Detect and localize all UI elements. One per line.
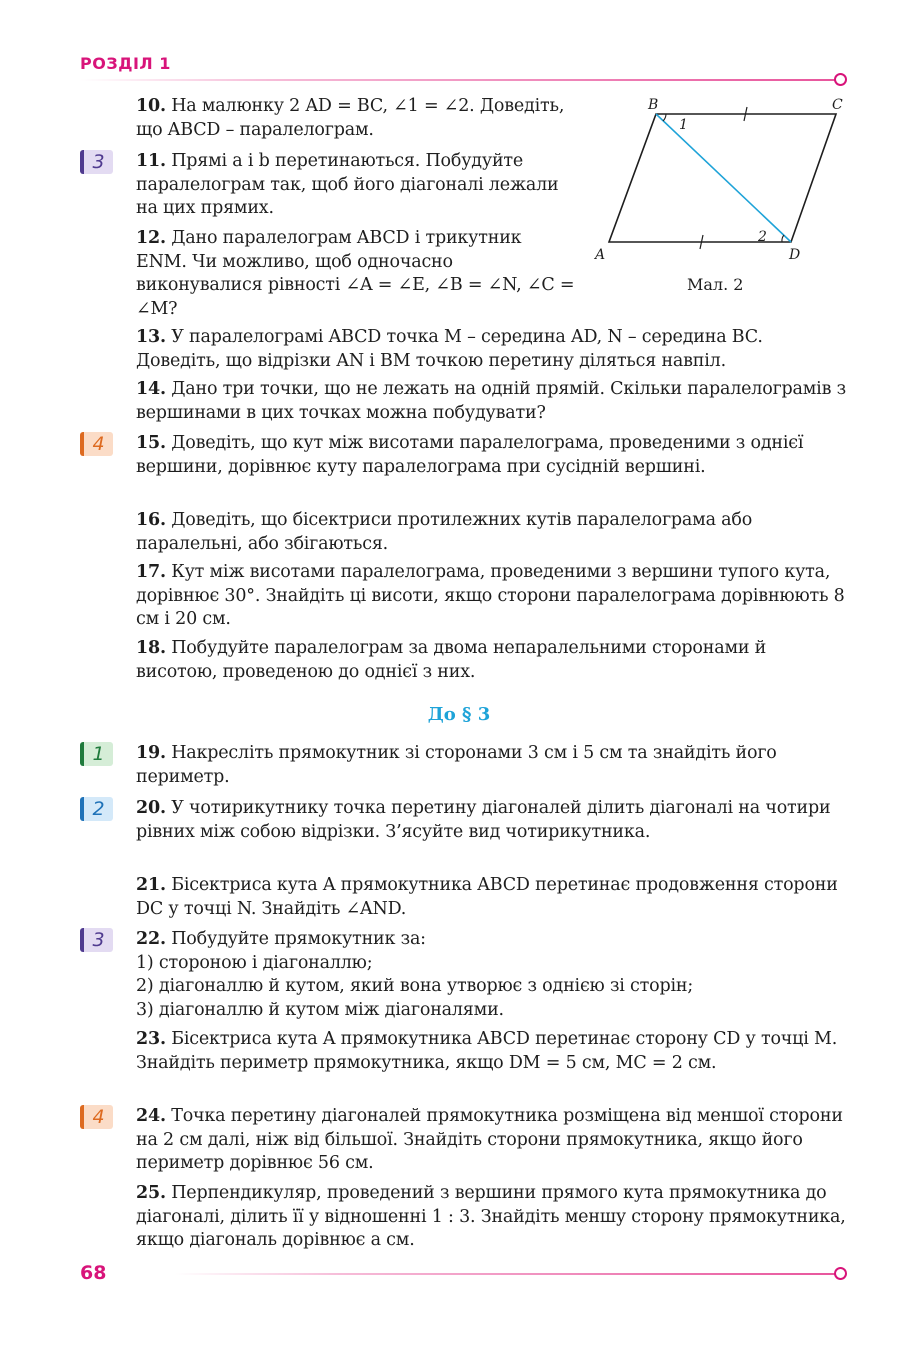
footer-rule-end-circle xyxy=(834,1267,847,1280)
problem-16 xyxy=(136,509,846,556)
label-c: C xyxy=(832,97,843,113)
problem-21 xyxy=(136,874,846,921)
problem-number: 25. xyxy=(136,1183,166,1203)
level-badge-1: 1 xyxy=(80,742,113,766)
problem-17 xyxy=(136,561,846,632)
problem-text: Бісектриса кута A прямокутника ABCD перетинає продовження сторони DC у точці N. Знайдіть ∠AND. xyxy=(136,875,838,919)
problem-19 xyxy=(136,742,846,789)
problem-number: 18. xyxy=(136,638,166,658)
label-angle-2: 2 xyxy=(758,229,767,245)
problem-number: 23. xyxy=(136,1029,166,1049)
problem-number: 22. xyxy=(136,929,166,949)
level-badge-2: 2 xyxy=(80,797,113,821)
problem-13 xyxy=(136,326,846,373)
problem-text: Перпендикуляр, проведений з вершини прямого кута прямокутника до діагоналі, ділить її у відношенні 1 : 3. Знайдіть меншу сторону прямокутника, якщо діагональ дорівнює a см. xyxy=(136,1183,846,1250)
problem-text: Накресліть прямокутник зі сторонами 3 см і 5 см та знайдіть його периметр. xyxy=(136,743,777,787)
problem-text: Бісектриса кута A прямокутника ABCD перетинає сторону CD у точці M. Знайдіть периметр прямокутника, якщо DM = 5 см, MC = 2 см. xyxy=(136,1029,838,1073)
footer-rule xyxy=(175,1273,837,1275)
problem-text: Прямі a і b перетинаються. Побудуйте паралелограм так, щоб його діагоналі лежали на цих прямих. xyxy=(136,151,559,218)
problem-text: Доведіть, що кут між висотами паралелограма, проведеними з однієї вершини, дорівнює куту паралелограма при сусідній вершині. xyxy=(136,433,804,477)
problem-number: 13. xyxy=(136,327,166,347)
section-header: РОЗДІЛ 1 xyxy=(80,54,171,73)
label-angle-1: 1 xyxy=(679,117,688,133)
angle-arc-1 xyxy=(663,114,666,121)
problem-text: Точка перетину діагоналей прямокутника розміщена від меншої сторони на 2 см далі, ніж від більшої. Знайдіть сторони прямокутника, якщо його периметр дорівнює 56 см. xyxy=(136,1106,843,1173)
figure-caption: Мал. 2 xyxy=(687,275,744,294)
level-badge-4: 4 xyxy=(80,1105,113,1129)
problem-number: 10. xyxy=(136,96,166,116)
header-rule xyxy=(80,79,837,81)
problem-text: Дано три точки, що не лежать на одній прямій. Скільки паралелограмів з вершинами в цих точках можна побудувати? xyxy=(136,379,846,423)
problem-number: 15. xyxy=(136,433,166,453)
problem-25 xyxy=(136,1182,846,1253)
label-d: D xyxy=(789,247,801,263)
problem-text: Побудуйте паралелограм за двома непаралельними сторонами й висотою, проведеною до однієї з них. xyxy=(136,638,767,682)
problem-number: 17. xyxy=(136,562,166,582)
level-badge-3: 3 xyxy=(80,928,113,952)
problem-number: 24. xyxy=(136,1106,166,1126)
problem-text: У паралелограмі ABCD точка M – середина AD, N – середина BC. Доведіть, що відрізки AN і BM точкою перетину діляться навпіл. xyxy=(136,327,763,371)
label-a: A xyxy=(595,247,606,263)
problem-text: Кут між висотами паралелограма, проведеними з вершини тупого кута, дорівнює 30°. Знайдіть ці висоти, якщо сторони паралелограма дорівнюють 8 см і 20 см. xyxy=(136,562,845,629)
problem-number: 16. xyxy=(136,510,166,530)
problem-text: Доведіть, що бісектриси протилежних кутів паралелограма або паралельні, або збігаються. xyxy=(136,510,753,554)
header-rule-end-circle xyxy=(834,73,847,86)
problem-text: У чотирикутнику точка перетину діагоналей ділить діагоналі на чотири рівних між собою відрізки. З’ясуйте вид чотирикутника. xyxy=(136,798,831,842)
problem-15 xyxy=(136,432,846,479)
problem-22-item-2: 2) діагоналлю й кутом, який вона утворює з однією зі сторін; xyxy=(136,976,694,996)
problem-text: На малюнку 2 AD = BC, ∠1 = ∠2. Доведіть, що ABCD – паралелограм. xyxy=(136,96,565,140)
parallelogram-diagram xyxy=(590,92,850,302)
problem-18 xyxy=(136,637,846,684)
problem-number: 21. xyxy=(136,875,166,895)
problem-22 xyxy=(136,928,846,1022)
problem-text: Побудуйте прямокутник за: xyxy=(171,929,426,949)
page-number: 68 xyxy=(80,1262,107,1284)
problem-text: Дано паралелограм ABCD і трикутник ENM. Чи можливо, щоб одночасно виконувалися рівності ∠A = ∠E, ∠B = ∠N, ∠C = ∠M? xyxy=(136,228,575,319)
problem-20 xyxy=(136,797,846,844)
problem-number: 19. xyxy=(136,743,166,763)
label-b: B xyxy=(648,97,659,113)
problem-10 xyxy=(136,95,576,142)
figure-parallelogram xyxy=(590,92,850,302)
problem-number: 14. xyxy=(136,379,166,399)
problem-11 xyxy=(136,150,576,221)
problem-number: 11. xyxy=(136,151,166,171)
diagonal-bd xyxy=(656,114,791,242)
problem-24 xyxy=(136,1105,846,1176)
problem-number: 12. xyxy=(136,228,166,248)
problem-14 xyxy=(136,378,846,425)
problem-22-item-3: 3) діагоналлю й кутом між діагоналями. xyxy=(136,999,504,1020)
problem-23 xyxy=(136,1028,846,1075)
problem-12 xyxy=(136,227,576,321)
angle-arc-2 xyxy=(782,235,784,242)
problem-22-item-1: 1) стороною і діагоналлю; xyxy=(136,952,373,973)
section-title: До § 3 xyxy=(427,704,491,725)
problem-number: 20. xyxy=(136,798,166,818)
level-badge-4: 4 xyxy=(80,432,113,456)
level-badge-3: 3 xyxy=(80,150,113,174)
